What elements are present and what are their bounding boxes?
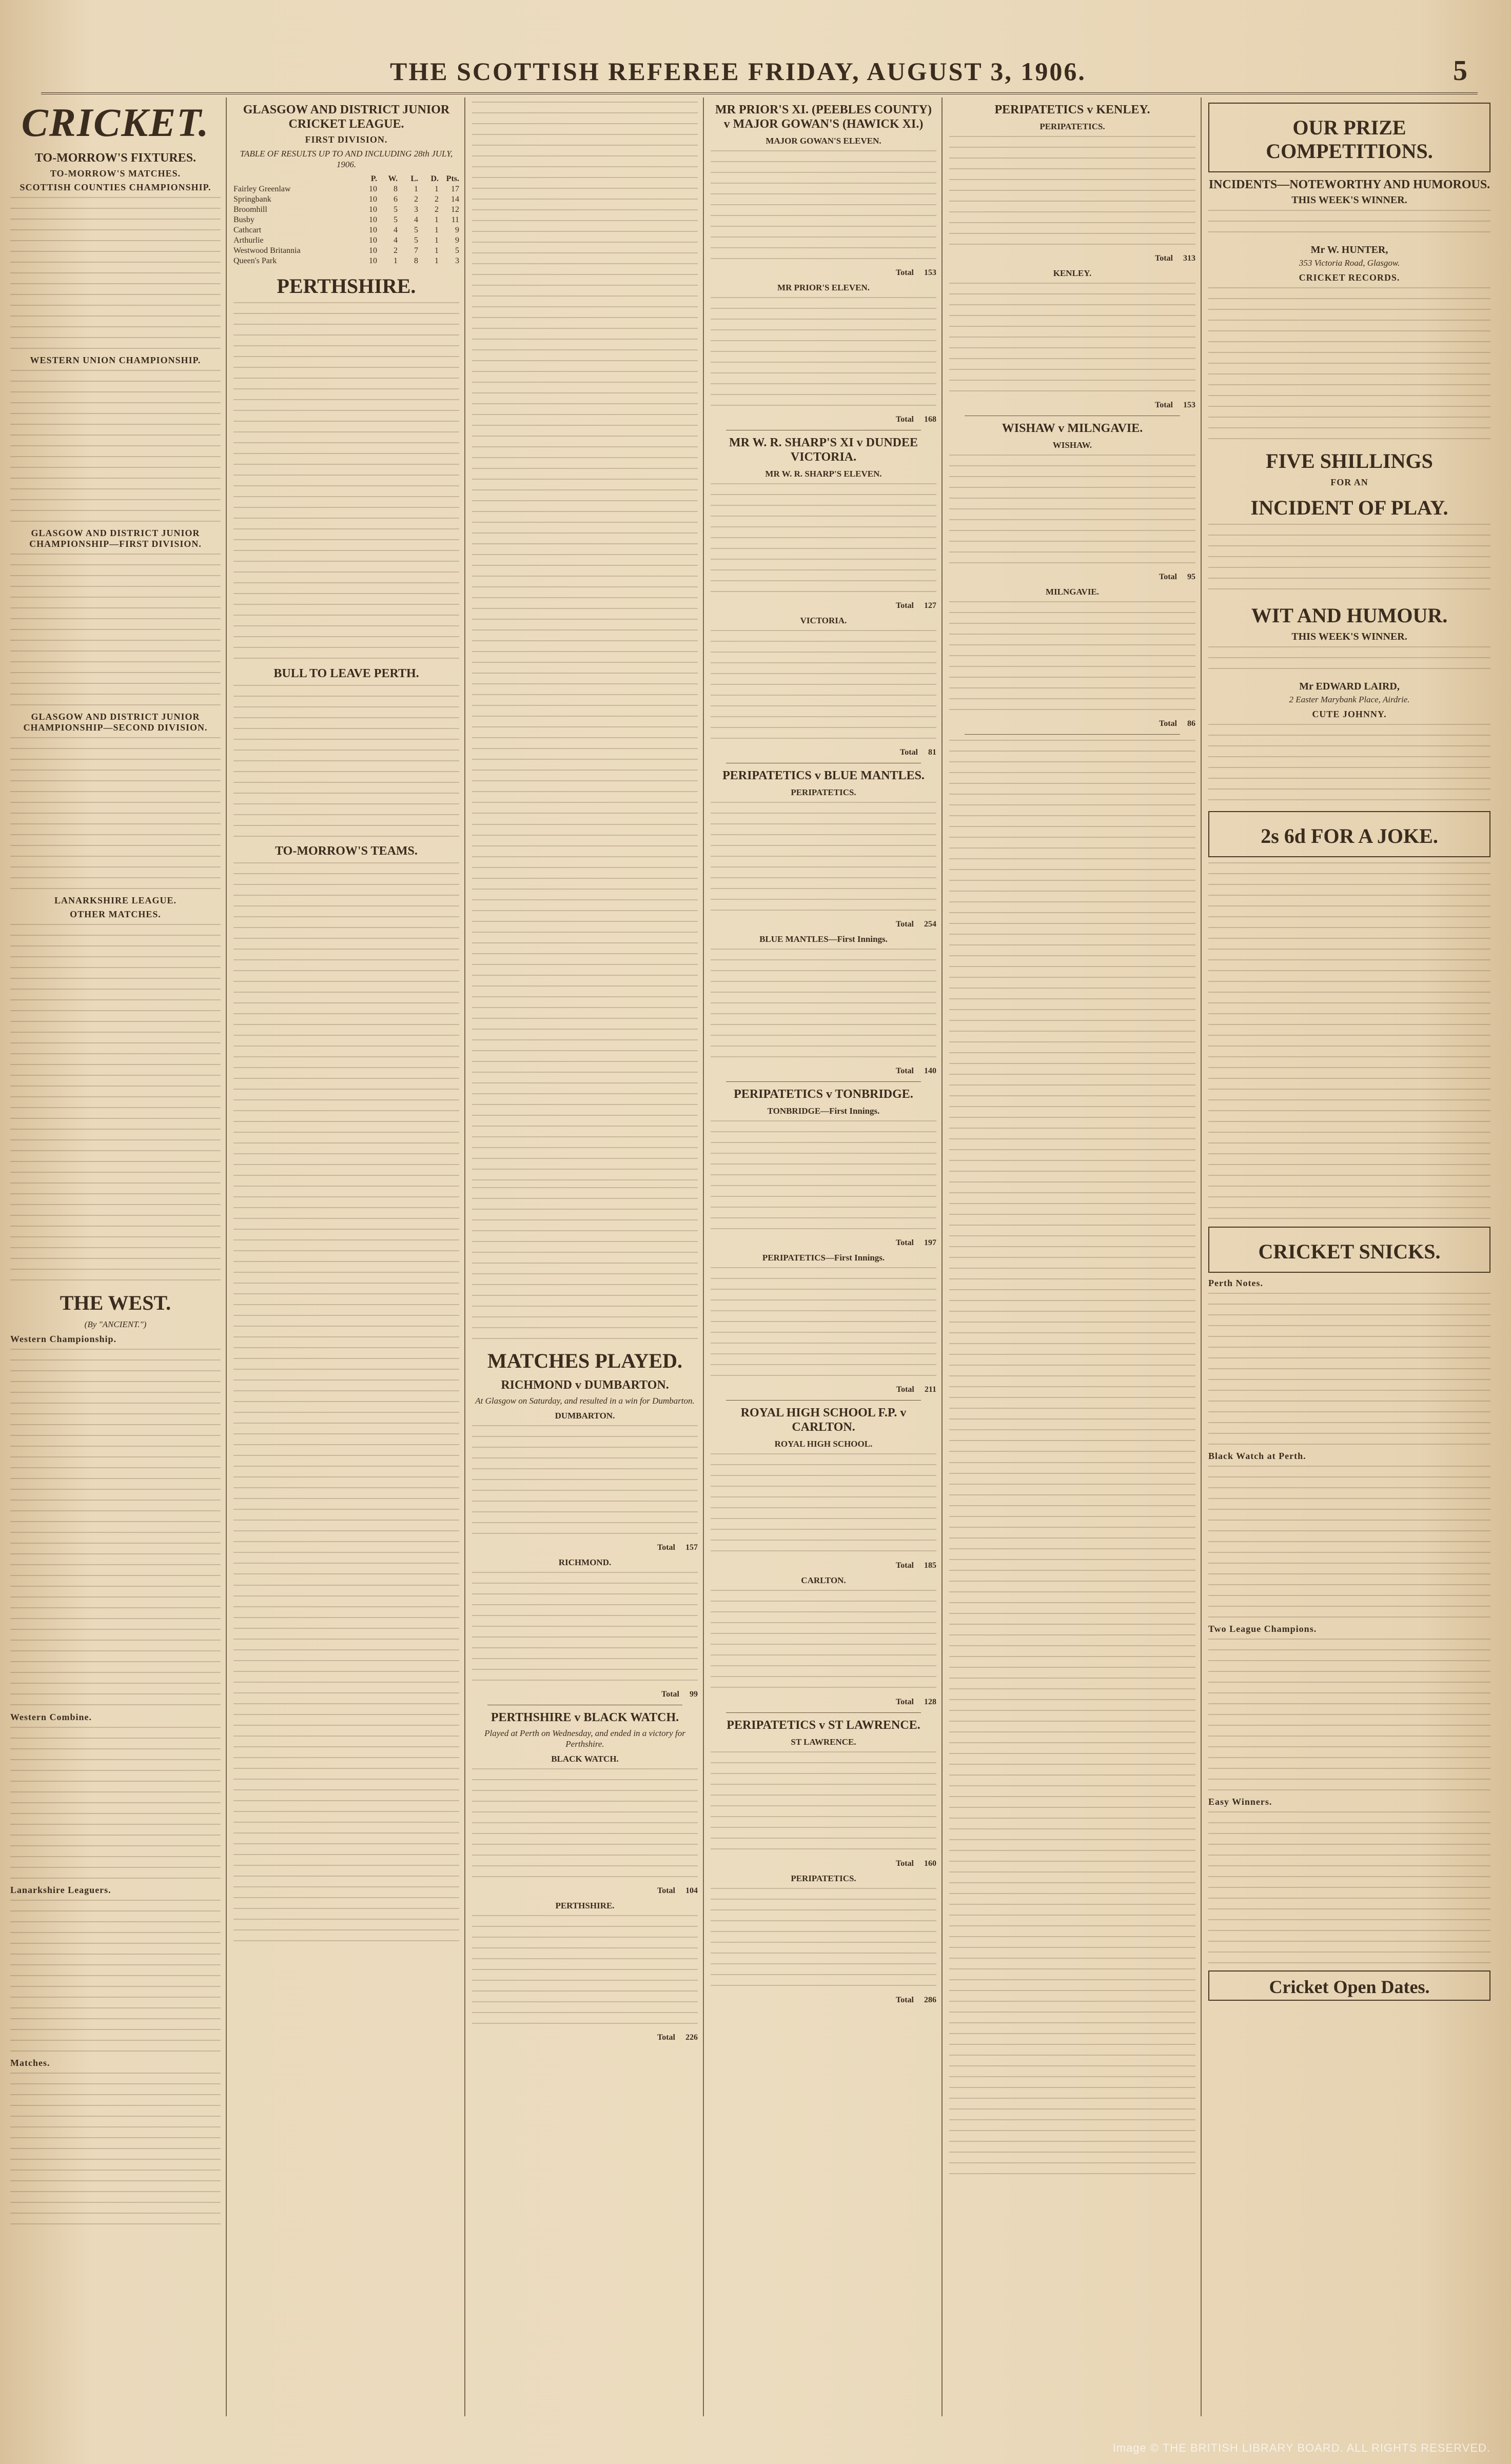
league-table-heading: TABLE OF RESULTS UP TO AND INCLUDING 28th JULY, 1906.: [240, 149, 453, 169]
match-title: RICHMOND v DUMBARTON.: [501, 1378, 669, 1392]
snicks-box: [1208, 1227, 1490, 1273]
section-heading: GLASGOW AND DISTRICT JUNIOR CHAMPIONSHIP—SECOND DIVISION.: [23, 712, 208, 733]
text-block: [10, 1349, 221, 1708]
total-row: Total 140: [896, 1067, 936, 1075]
text-block: [233, 1585, 459, 1944]
wit-heading: WIT AND HUMOUR.: [1251, 604, 1448, 627]
league-heading: GLASGOW AND DISTRICT JUNIOR CRICKET LEAGUE.: [243, 103, 450, 131]
text-block: [949, 740, 1195, 1458]
snicks-subhead: Black Watch at Perth.: [1208, 1451, 1306, 1461]
total-row: Total 197: [896, 1238, 936, 1247]
text-block: [1208, 862, 1490, 1221]
scorecard: [711, 1453, 936, 1556]
winner-name: Mr W. HUNTER,: [1310, 244, 1388, 255]
text-block: [233, 302, 459, 661]
total-row: Total 81: [900, 748, 936, 757]
cricket-heading: CRICKET.: [21, 100, 210, 145]
scorecard: [711, 1267, 936, 1380]
scorecard: [949, 136, 1195, 249]
text-block: [949, 1462, 1195, 2180]
team-name: TONBRIDGE—First Innings.: [767, 1106, 880, 1116]
scorecard: [472, 1768, 698, 1881]
column-rule: [226, 97, 227, 2416]
the-west-byline: (By "ANCIENT."): [84, 1319, 147, 1329]
total-row: Total 226: [657, 2033, 698, 2042]
league-sub: FIRST DIVISION.: [305, 134, 388, 145]
total-row: Total 153: [1155, 401, 1195, 409]
text-block: [1208, 646, 1490, 677]
team-name: VICTORIA.: [800, 616, 847, 625]
section-heading: SCOTTISH COUNTIES CHAMPIONSHIP.: [19, 182, 211, 192]
text-block: [10, 370, 221, 524]
total-row: Total 99: [661, 1690, 698, 1699]
five-shillings: FIVE SHILLINGS: [1266, 449, 1433, 472]
perthshire-heading: PERTHSHIRE.: [277, 274, 416, 298]
page-number: 5: [1453, 55, 1467, 87]
match-title: PERTHSHIRE v BLACK WATCH.: [490, 1711, 679, 1724]
teams-heading: TO-MORROW'S TEAMS.: [275, 844, 418, 858]
team-name: BLUE MANTLES—First Innings.: [759, 934, 888, 944]
cricket-records: CRICKET RECORDS.: [1299, 272, 1400, 283]
text-block: [1208, 1811, 1490, 1965]
column-3: [472, 97, 698, 2416]
table-row: Arthurlie 10 4 5 1 9: [233, 236, 459, 245]
match-title: WISHAW v MILNGAVIE.: [1002, 422, 1143, 435]
column-5: [949, 97, 1195, 2416]
team-name: PERIPATETICS.: [1039, 122, 1105, 131]
text-block: [10, 554, 221, 707]
divider: [726, 1081, 921, 1082]
snicks-heading: CRICKET SNICKS.: [1258, 1240, 1441, 1263]
text-block: [233, 862, 459, 1581]
section-heading: LANARKSHIRE LEAGUE.: [54, 895, 177, 905]
team-name: PERIPATETICS.: [791, 1874, 856, 1883]
scorecard: [711, 1590, 936, 1692]
match-title: PERIPATETICS v TONBRIDGE.: [734, 1088, 913, 1101]
incidents-heading: INCIDENTS—NOTEWORTHY AND HUMOROUS.: [1208, 178, 1490, 191]
total-row: Total 313: [1155, 254, 1195, 263]
bull-heading: BULL TO LEAVE PERTH.: [273, 667, 419, 680]
joke-offer: 2s 6d FOR A JOKE.: [1261, 824, 1438, 847]
scorecard: [711, 1120, 936, 1233]
cute-johnny: CUTE JOHNNY.: [1312, 709, 1387, 719]
text-block: [472, 824, 698, 1183]
text-block: [10, 737, 221, 891]
week-winner: THIS WEEK'S WINNER.: [1291, 194, 1407, 206]
prize-heading: OUR PRIZE COMPETITIONS.: [1266, 116, 1433, 163]
wit-winner-address: 2 Easter Marybank Place, Airdrie.: [1289, 695, 1410, 704]
total-row: Total 185: [896, 1561, 936, 1570]
for-an: FOR AN: [1330, 477, 1368, 487]
match-title: MR W. R. SHARP'S XI v DUNDEE VICTORIA.: [729, 436, 918, 464]
fixtures-heading: TO-MORROW'S FIXTURES.: [34, 151, 197, 165]
winner-address: 353 Victoria Road, Glasgow.: [1299, 258, 1400, 268]
total-row: Total 168: [896, 415, 936, 424]
scorecard: [949, 455, 1195, 567]
total-row: Total 127: [896, 601, 936, 610]
table-row: Fairley Greenlaw 10 8 1 1 17: [233, 185, 459, 193]
team-name: PERTHSHIRE.: [555, 1901, 615, 1910]
team-name: ROYAL HIGH SCHOOL.: [774, 1439, 873, 1449]
match-note: Played at Perth on Wednesday, and ended in a victory for Perthshire.: [484, 1728, 685, 1749]
column-rule: [464, 97, 465, 2416]
team-name: MAJOR GOWAN'S ELEVEN.: [766, 136, 881, 146]
scorecard: [711, 483, 936, 596]
prize-box: [1208, 103, 1490, 172]
team-name: PERIPATETICS—First Innings.: [762, 1253, 885, 1263]
match-title: ROYAL HIGH SCHOOL F.P. v CARLTON.: [740, 1406, 907, 1434]
text-block: [233, 685, 459, 839]
masthead-title: THE SCOTTISH REFEREE FRIDAY, AUGUST 3, 1906.: [390, 57, 1086, 86]
table-row: Springbank 10 6 2 2 14: [233, 195, 459, 204]
total-row: Total 104: [657, 1886, 698, 1895]
total-row: Total 286: [896, 1996, 936, 2004]
match-note: At Glasgow on Saturday, and resulted in a win for Dumbarton.: [475, 1396, 695, 1406]
table-row: Broomhill 10 5 3 2 12: [233, 205, 459, 214]
incident-of-play: INCIDENT OF PLAY.: [1250, 496, 1448, 519]
text-block: [1208, 1293, 1490, 1447]
team-name: MR W. R. SHARP'S ELEVEN.: [765, 469, 882, 479]
total-row: Total 86: [1159, 719, 1195, 728]
text-block: [1208, 210, 1490, 241]
masthead: [41, 51, 1478, 94]
team-name: BLACK WATCH.: [551, 1754, 619, 1764]
column-rule: [703, 97, 704, 2416]
text-block: [10, 1727, 221, 1881]
team-name: PERIPATETICS.: [791, 787, 856, 797]
team-name: MILNGAVIE.: [1045, 587, 1100, 597]
west-subhead: Matches.: [10, 2058, 50, 2068]
text-block: [10, 924, 221, 1283]
table-row: Westwood Britannia 10 2 7 1 5: [233, 246, 459, 255]
match-title: PERIPATETICS v BLUE MANTLES.: [722, 769, 925, 782]
league-table: [233, 174, 459, 266]
total-row: Total 128: [896, 1698, 936, 1706]
scorecard: [472, 1425, 698, 1538]
scorecard: [949, 283, 1195, 396]
match-title: PERIPATETICS v KENLEY.: [994, 103, 1150, 116]
team-name: KENLEY.: [1053, 268, 1092, 278]
west-subhead: Western Championship.: [10, 1334, 117, 1344]
scorecard: [711, 949, 936, 1061]
scorecard: [711, 802, 936, 915]
snicks-subhead: Easy Winners.: [1208, 1797, 1272, 1807]
column-2: [233, 97, 459, 2416]
text-block: [472, 102, 698, 820]
match-title: MR PRIOR'S XI. (PEEBLES COUNTY) v MAJOR GOWAN'S (HAWICK XI.): [715, 103, 932, 131]
west-subhead: Western Combine.: [10, 1712, 92, 1722]
divider: [965, 734, 1180, 735]
scorecard: [711, 150, 936, 263]
text-block: [1208, 524, 1490, 596]
total-row: Total 160: [896, 1859, 936, 1868]
section-heading: WESTERN UNION CHAMPIONSHIP.: [30, 355, 201, 365]
west-subhead: Lanarkshire Leaguers.: [10, 1885, 111, 1895]
total-row: Total 254: [896, 920, 936, 929]
snicks-subhead: Two League Champions.: [1208, 1624, 1317, 1634]
team-name: WISHAW.: [1052, 440, 1092, 450]
column-rule: [1201, 97, 1202, 2416]
joke-offer-box: [1208, 811, 1490, 857]
team-name: RICHMOND.: [558, 1558, 612, 1567]
the-west-heading: THE WEST.: [60, 1291, 171, 1314]
text-block: [1208, 1639, 1490, 1792]
table-row: Cathcart 10 4 5 1 9: [233, 226, 459, 234]
text-block: [10, 1900, 221, 2054]
text-block: [10, 2073, 221, 2226]
total-row: Total 211: [896, 1385, 936, 1394]
matches-played-heading: MATCHES PLAYED.: [487, 1349, 683, 1372]
divider: [726, 1400, 921, 1401]
total-row: Total 153: [896, 268, 936, 277]
divider: [726, 1712, 921, 1713]
scorecard: [711, 297, 936, 410]
text-block: [1208, 287, 1490, 441]
text-block: [472, 1187, 698, 1341]
total-row: Total 157: [657, 1543, 698, 1552]
scorecard: [711, 1751, 936, 1854]
section-heading: GLASGOW AND DISTRICT JUNIOR CHAMPIONSHIP—FIRST DIVISION.: [29, 528, 202, 549]
table-row: Busby 10 5 4 1 11: [233, 215, 459, 224]
scorecard: [472, 1572, 698, 1685]
team-name: ST LAWRENCE.: [791, 1737, 856, 1747]
wit-winner-name: Mr EDWARD LAIRD,: [1299, 681, 1400, 692]
wit-winner: THIS WEEK'S WINNER.: [1291, 631, 1407, 642]
image-credit: Image © THE BRITISH LIBRARY BOARD. ALL RIGHTS RESERVED.: [1112, 2441, 1490, 2454]
open-dates-box: [1208, 1970, 1490, 2001]
match-title: PERIPATETICS v ST LAWRENCE.: [727, 1719, 920, 1732]
total-row: Total 95: [1159, 573, 1195, 581]
text-block: [1208, 724, 1490, 806]
snicks-subhead: Perth Notes.: [1208, 1278, 1263, 1288]
section-heading: TO-MORROW'S MATCHES.: [50, 168, 181, 179]
text-block: [1208, 1466, 1490, 1620]
team-name: MR PRIOR'S ELEVEN.: [777, 283, 870, 292]
open-dates-heading: Cricket Open Dates.: [1269, 1977, 1430, 1997]
league-table-header: P. W. L. D. Pts.: [370, 174, 459, 183]
section-heading: OTHER MATCHES.: [70, 909, 161, 919]
column-rule: [941, 97, 943, 2416]
team-name: DUMBARTON.: [555, 1411, 615, 1421]
team-name: CARLTON.: [801, 1575, 846, 1585]
scorecard: [949, 601, 1195, 714]
scorecard: [472, 1915, 698, 2028]
scorecard: [711, 1888, 936, 1990]
column-6: [1208, 97, 1490, 2416]
text-block: [10, 197, 221, 351]
column-4: [711, 97, 936, 2416]
scorecard: [711, 630, 936, 743]
table-row: Queen's Park 10 1 8 1 3: [233, 257, 459, 265]
column-1: [10, 97, 221, 2416]
